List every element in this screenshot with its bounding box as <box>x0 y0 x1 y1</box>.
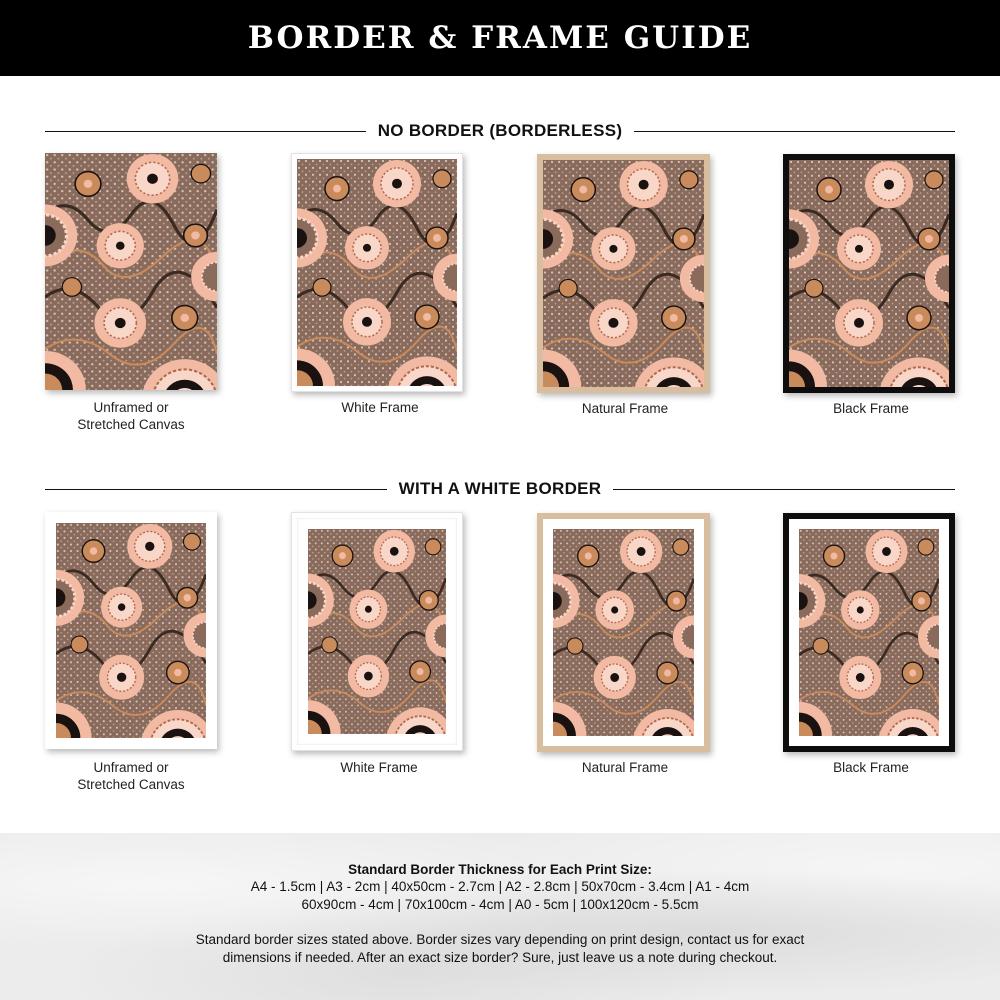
print-natural-frame-white-border <box>537 513 710 752</box>
caption-line: Unframed or <box>93 760 169 775</box>
border-size-info-panel <box>0 833 1000 1000</box>
divider-line <box>634 131 955 132</box>
caption-line: Unframed or <box>93 400 169 415</box>
print-white-frame-white-border <box>291 512 463 751</box>
caption-unframed <box>45 399 217 433</box>
caption-unframed <box>45 759 217 793</box>
caption-line: White Frame <box>340 760 418 775</box>
artwork-image <box>799 529 939 736</box>
border-sizes-line: A4 - 1.5cm | A3 - 2cm | 40x50cm - 2.7cm | A2 - 2.8cm | 50x70cm - 3.4cm | A1 - 4cm <box>250 879 750 894</box>
caption-black-frame <box>785 400 957 417</box>
caption-line: Black Frame <box>833 401 909 416</box>
artwork-image <box>56 523 206 738</box>
artwork-image <box>297 159 457 386</box>
caption-natural-frame <box>539 400 711 417</box>
section-title-white-border <box>45 477 955 501</box>
caption-white-frame <box>293 759 465 776</box>
caption-line: Natural Frame <box>581 760 669 775</box>
border-thickness-title: Standard Border Thickness for Each Print Size: <box>348 862 652 877</box>
header-bar <box>0 0 1000 76</box>
border-note-line: Standard border sizes stated above. Border sizes vary depending on print design, contact us for exact <box>195 932 805 947</box>
artwork-image <box>553 529 694 736</box>
print-unframed-borderless <box>45 153 217 390</box>
caption-white-frame <box>294 399 466 416</box>
page-title: BORDER & FRAME GUIDE <box>247 20 753 56</box>
divider-line <box>613 489 955 490</box>
print-black-frame-white-border <box>783 513 955 752</box>
artwork-image <box>308 529 446 734</box>
print-unframed-white-border <box>45 512 217 749</box>
artwork-image <box>789 160 949 387</box>
print-white-frame-borderless <box>291 153 463 392</box>
section-heading: NO BORDER (BORDERLESS) <box>377 121 623 140</box>
print-black-frame-borderless <box>783 154 955 393</box>
caption-natural-frame <box>539 759 711 776</box>
divider-line <box>45 131 366 132</box>
caption-black-frame <box>785 759 957 776</box>
section-title-borderless <box>45 119 955 143</box>
caption-line: Black Frame <box>833 760 909 775</box>
print-natural-frame-borderless <box>537 154 710 393</box>
caption-line: Natural Frame <box>581 401 669 416</box>
artwork-image <box>543 160 704 387</box>
section-heading: WITH A WHITE BORDER <box>398 479 602 498</box>
artwork-image <box>45 153 217 390</box>
caption-line: Stretched Canvas <box>77 777 185 792</box>
border-note-line: dimensions if needed. After an exact size border? Sure, just leave us a note during checkout. <box>222 950 778 965</box>
caption-line: White Frame <box>341 400 419 415</box>
caption-line: Stretched Canvas <box>77 417 185 432</box>
divider-line <box>45 489 387 490</box>
border-sizes-line: 60x90cm - 4cm | 70x100cm - 4cm | A0 - 5cm | 100x120cm - 5.5cm <box>301 897 699 912</box>
